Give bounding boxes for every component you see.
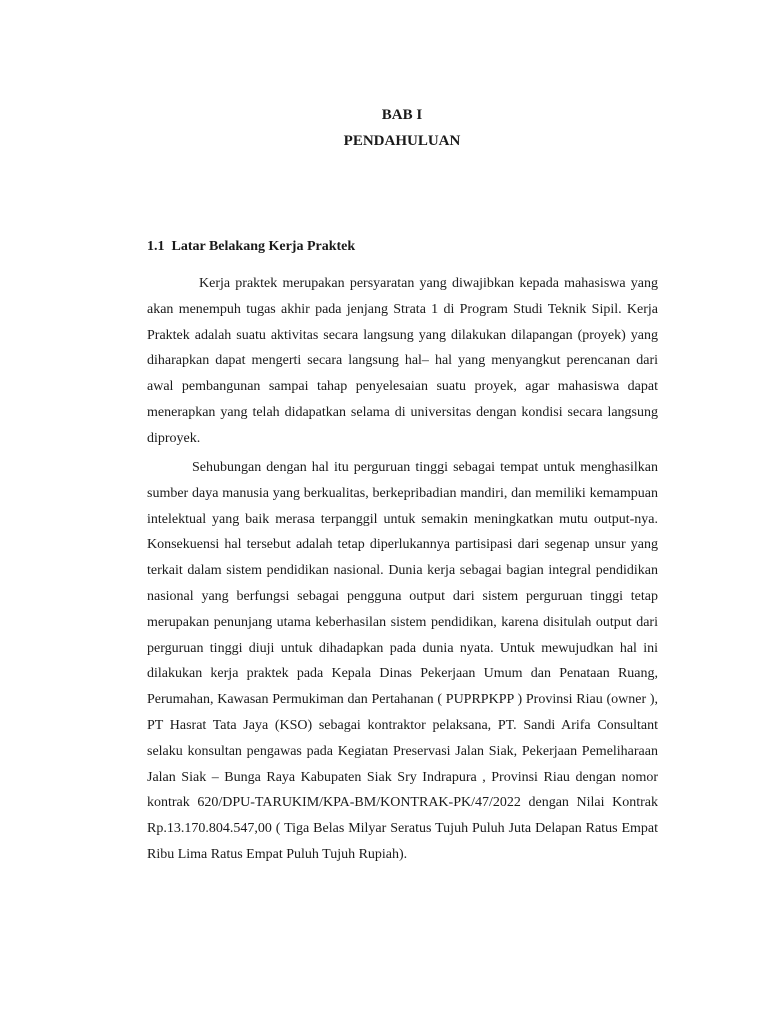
body-paragraph: Kerja praktek merupakan persyaratan yang diwajibkan kepada mahasiswa yang akan menempuh tugas akhir pada jenjang Strata 1 di Program Studi Teknik Sipil. Kerja Praktek adalah suatu aktivitas secara langsung yang dilakukan dilapangan (proyek) yang diharapkan dapat mengerti secara langsung hal– hal yang menyangkut perencanan dari awal pembangunan sampai tahap penyelesaian suatu proyek, agar mahasiswa dapat menerapkan yang telah didapatkan selama di universitas dengan kondisi secara langsung diproyek. xyxy=(147,276,658,446)
body-paragraph: Sehubungan dengan hal itu perguruan tinggi sebagai tempat untuk menghasilkan sumber daya manusia yang berkualitas, berkepribadian mandiri, dan memiliki kemampuan intelektual yang baik merasa terpanggil untuk semakin meningkatkan mutu output-nya. Konsekuensi hal tersebut adalah tetap diperlukannya partisipasi dari segenap unsur yang terkait dalam sistem pendidikan nasional. Dunia kerja sebagai bagian integral pendidikan nasional yang berfungsi sebagai pengguna output dari sistem perguruan tinggi tetap merupakan penunjang utama keberhasilan sistem pendidikan, karena disitulah output dari perguruan tinggi diuji untuk dihadapkan pada dunia nyata. Untuk mewujudkan hal ini dilakukan kerja praktek pada Kepala Dinas Pekerjaan Umum dan Penataan Ruang, Perumahan, Kawasan Permukiman dan Pertahanan ( PUPRPKPP ) Provinsi Riau (owner ), PT Hasrat Tata Jaya (KSO) sebagai kontraktor pelaksana, PT. Sandi Arifa Consultant selaku konsultan pengawas pada Kegiatan Preservasi Jalan Siak, Pekerjaan Pemeliharaan Jalan Siak – Bunga Raya Kabupaten Siak Sry Indrapura , Provinsi Riau dengan nomor kontrak 620/DPU-TARUKIM/KPA-BM/KONTRAK-PK/47/2022 dengan Nilai Kontrak Rp.13.170.804.547,00 ( Tiga Belas Milyar Seratus Tujuh Puluh Juta Delapan Ratus Empat Ribu Lima Ratus Empat Puluh Tujuh Rupiah). xyxy=(147,460,658,862)
paragraph-block-1 xyxy=(147,271,658,452)
paragraph-block-2 xyxy=(147,455,658,868)
section-heading: 1.1 Latar Belakang Kerja Praktek xyxy=(147,239,356,254)
chapter-number: BAB I xyxy=(381,107,423,123)
chapter-title: PENDAHULUAN xyxy=(343,133,461,149)
